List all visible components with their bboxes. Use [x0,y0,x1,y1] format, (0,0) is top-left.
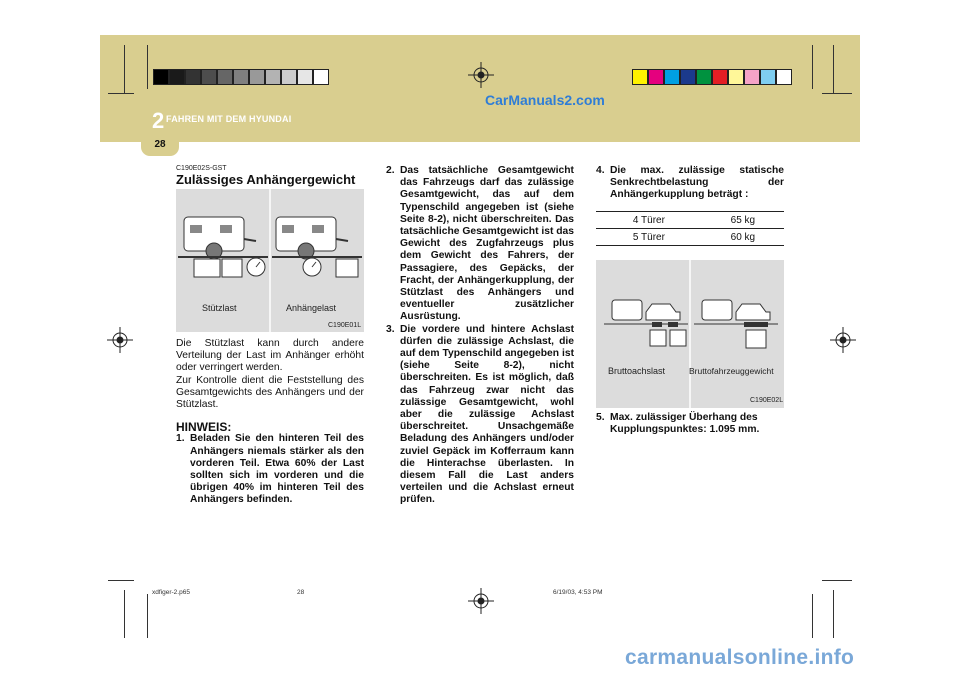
list-number: 5. [596,412,605,423]
list-text: Beladen Sie den hinteren Teil des Anhängers niemals stärker als den vorderen Teil. Etwa 60% der Last sollten sich im vorderen und die übrigen 40% im hinteren Teil des Anhängers befinden. [190,433,364,506]
figure-label-left: Stützlast [202,303,237,313]
table-cell-label: 5 Türer [596,229,702,246]
color-swatch [186,70,200,84]
section-number: 2 [152,108,165,133]
page-number: 28 [141,138,179,156]
page-title: Zulässiges Anhängergewicht [176,172,356,187]
color-swatch [697,70,711,84]
crop-mark [833,45,834,93]
color-swatch [202,70,216,84]
list-number: 2. [386,165,395,176]
table-row [596,212,784,229]
crop-mark [812,594,813,638]
list-number: 1. [176,433,185,445]
paragraph: Die Stützlast kann durch andere Verteilung der Last im Anhänger erhöht oder verringert werden. [176,338,364,374]
figure-code: C190E02L [750,397,784,404]
crop-mark [833,590,834,638]
crop-mark [147,594,148,638]
header-band [100,35,860,142]
color-swatch [665,70,679,84]
list-item [596,165,784,202]
hint-heading: HINWEIS: [176,420,232,435]
figure-code: C190E01L [328,322,362,329]
color-swatch [649,70,663,84]
registration-target-icon [830,327,856,353]
watermark-top: CarManuals2.com [485,92,605,108]
axle-weight-illustration [596,260,784,408]
color-swatch [633,70,647,84]
figure-stuetzlast [176,189,364,332]
table-cell-value: 60 kg [702,229,784,246]
footer-date: 6/19/03, 4:53 PM [553,589,603,596]
figure-brutto [596,260,784,408]
color-swatch [170,70,184,84]
crop-mark [108,580,134,581]
bottom-watermark: carmanualsonline.info [625,646,855,669]
color-swatch [745,70,759,84]
color-swatch [713,70,727,84]
color-swatch [298,70,312,84]
list-text: Die vordere und hintere Achslast dürfen die zulässige Achslast, die auf dem Typenschild angegeben ist (siehe Seite 8-2), nicht überschreiten. Es ist möglich, daß das Fahrzeug zwar nicht das zulässige Gesamtgewicht, wohl aber die zulässige Achslast überschreitet. Unsachgemäße Beladung des Anhängers und/oder zuviel Gepäck im Kofferraum kann die Hinterachse überlasten. In diesem Fall die Last anders verteilen und die Achslast erneut prüfen. [400,323,574,506]
registration-target-icon [468,62,494,88]
right-column-item4 [596,165,784,202]
crop-mark [124,45,125,93]
list-item [596,412,784,436]
list-item [386,324,574,507]
color-swatch [777,70,791,84]
list-item [176,433,364,506]
crop-mark [822,580,852,581]
tongue-load-table [596,211,784,246]
color-swatch [282,70,296,84]
crop-mark [147,45,148,89]
color-swatch [250,70,264,84]
footer-file: xdfiger-2.p65 [152,589,190,596]
section-code: C190E02S-GST [176,165,227,172]
paragraph: Zur Kontrolle dient die Feststellung des Gesamtgewichts des Anhängers und der Stützlast. [176,374,364,411]
figure-label-right: Anhängelast [286,303,337,313]
section-title: FAHREN MIT DEM HYUNDAI [166,114,292,124]
table-row [596,229,784,246]
color-swatch [218,70,232,84]
color-swatch [729,70,743,84]
list-number: 4. [596,165,605,176]
left-column-text [176,338,364,507]
color-swatch [314,70,328,84]
registration-target-icon [468,588,494,614]
color-swatch [761,70,775,84]
registration-target-icon [107,327,133,353]
table-cell-value: 65 kg [702,212,784,229]
crop-mark [812,45,813,89]
right-column-item5 [596,412,784,436]
list-item [386,165,574,324]
figure-label-left: Bruttoachslast [608,366,666,376]
list-text: Die max. zulässige statische Senkrechtbelastung der Anhängerkupplung beträgt : [610,165,784,201]
footer-page: 28 [297,589,305,596]
list-text: Das tatsächliche Gesamtgewicht das Fahrzeugs darf das zulässige Gesamtgewicht, das auf dem Typenschild angegeben ist (siehe Seite 8-2), nicht überschreiten. Das tatsächliche Gesamtgewicht ist das Gewicht des Zugfahrzeugs plus dem Gewicht des Fahrers, der Passagiere, des Gepäcks, der Fracht, der Anhängerkupplung, der Stützlast des Anhängers und eventueller zusätzlicher Ausrüstung. [400,165,574,323]
color-swatch [154,70,168,84]
color-swatch [266,70,280,84]
crop-mark [124,590,125,638]
middle-column-text [386,165,574,507]
color-swatch [234,70,248,84]
table-cell-label: 4 Türer [596,212,702,229]
list-text: Max. zulässiger Überhang des Kupplungspunktes: 1.095 mm. [610,412,760,436]
color-swatch [681,70,695,84]
figure-label-right: Bruttofahrzeuggewicht [689,366,774,376]
list-number: 3. [386,323,395,335]
crop-mark [822,93,852,94]
crop-mark [108,93,134,94]
